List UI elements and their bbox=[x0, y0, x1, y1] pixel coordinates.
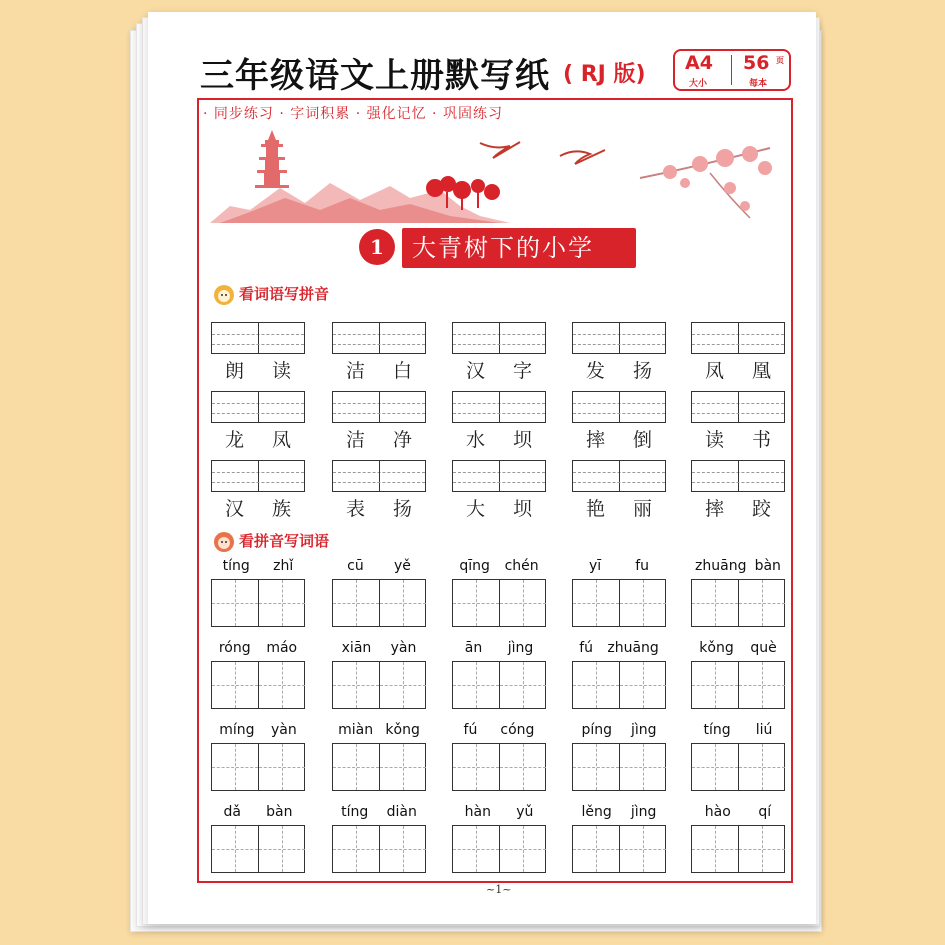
character-writing-grid[interactable] bbox=[332, 661, 426, 709]
word-characters: 艳 丽 bbox=[585, 498, 652, 520]
page-number: ~1~ bbox=[486, 883, 512, 896]
character-writing-grid[interactable] bbox=[691, 579, 785, 627]
dragon-head-icon bbox=[212, 531, 236, 553]
character-writing-grid[interactable] bbox=[332, 579, 426, 627]
character-writing-grid[interactable] bbox=[452, 661, 546, 709]
pinyin-writing-box[interactable] bbox=[211, 322, 305, 354]
pinyin-writing-box[interactable] bbox=[572, 322, 666, 354]
badge-divider bbox=[731, 55, 732, 85]
pinyin-label: qīng chén bbox=[459, 558, 539, 574]
word-characters: 摔 跤 bbox=[704, 498, 771, 520]
lion-head-icon bbox=[212, 284, 236, 306]
word-characters: 表 扬 bbox=[345, 498, 412, 520]
pinyin-writing-box[interactable] bbox=[572, 460, 666, 492]
word-characters: 摔 倒 bbox=[585, 429, 652, 451]
pinyin-label: xiān yàn bbox=[341, 640, 417, 656]
character-writing-grid[interactable] bbox=[211, 661, 305, 709]
pinyin-writing-box[interactable] bbox=[452, 322, 546, 354]
section-header-words-to-pinyin bbox=[212, 283, 329, 306]
paper-size-label: 大小 bbox=[689, 79, 708, 89]
pinyin-label: cū yě bbox=[347, 558, 411, 574]
word-characters: 汉 字 bbox=[465, 360, 532, 382]
character-writing-grid[interactable] bbox=[332, 743, 426, 791]
character-writing-grid[interactable] bbox=[211, 579, 305, 627]
pinyin-label: tíng diàn bbox=[341, 804, 417, 820]
word-characters: 洁 净 bbox=[345, 429, 412, 451]
word-characters: 洁 白 bbox=[345, 360, 412, 382]
page-count-label: 每本 bbox=[749, 79, 768, 89]
character-writing-grid[interactable] bbox=[572, 825, 666, 873]
pagoda-icon bbox=[255, 130, 289, 188]
word-characters: 大 坝 bbox=[465, 498, 532, 520]
word-characters: 发 扬 bbox=[585, 360, 652, 382]
character-writing-grid[interactable] bbox=[211, 825, 305, 873]
pinyin-writing-box[interactable] bbox=[452, 460, 546, 492]
tagline: · 同步练习 · 字词积累 · 强化记忆 · 巩固练习 bbox=[203, 106, 503, 122]
paper-size-value: A4 bbox=[685, 52, 713, 74]
character-writing-grid[interactable] bbox=[572, 661, 666, 709]
pinyin-writing-box[interactable] bbox=[572, 391, 666, 423]
pinyin-label: fú zhuāng bbox=[579, 640, 659, 656]
character-writing-grid[interactable] bbox=[691, 825, 785, 873]
character-writing-grid[interactable] bbox=[691, 661, 785, 709]
word-characters: 汉 族 bbox=[224, 498, 291, 520]
pinyin-writing-box[interactable] bbox=[691, 460, 785, 492]
page-count-unit: 页 bbox=[776, 56, 784, 65]
pinyin-label: dǎ bàn bbox=[223, 804, 293, 820]
pinyin-label: miàn kǒng bbox=[338, 722, 420, 738]
pinyin-label: yī fu bbox=[589, 558, 649, 574]
word-characters: 凤 凰 bbox=[704, 360, 771, 382]
character-writing-grid[interactable] bbox=[691, 743, 785, 791]
character-writing-grid[interactable] bbox=[211, 743, 305, 791]
pinyin-label: róng máo bbox=[218, 640, 298, 656]
pinyin-writing-box[interactable] bbox=[211, 391, 305, 423]
pinyin-writing-box[interactable] bbox=[211, 460, 305, 492]
pinyin-writing-box[interactable] bbox=[691, 391, 785, 423]
pinyin-label: zhuāng bàn bbox=[695, 558, 781, 574]
landscape-illustration bbox=[210, 128, 780, 233]
edition-label: ( RJ 版) bbox=[563, 62, 646, 87]
pinyin-writing-box[interactable] bbox=[332, 322, 426, 354]
character-writing-grid[interactable] bbox=[452, 579, 546, 627]
word-characters: 水 坝 bbox=[465, 429, 532, 451]
spec-badge bbox=[673, 49, 791, 91]
word-characters: 龙 凤 bbox=[224, 429, 291, 451]
pinyin-label: ān jìng bbox=[464, 640, 534, 656]
pinyin-label: píng jìng bbox=[581, 722, 657, 738]
pinyin-label: fú cóng bbox=[463, 722, 535, 738]
pinyin-label: hào qí bbox=[704, 804, 772, 820]
section-title: 看词语写拼音 bbox=[239, 285, 330, 303]
pinyin-writing-box[interactable] bbox=[452, 391, 546, 423]
section-header-pinyin-to-words bbox=[212, 530, 329, 553]
character-writing-grid[interactable] bbox=[572, 743, 666, 791]
character-writing-grid[interactable] bbox=[572, 579, 666, 627]
worksheet-title: 三年级语文上册默写纸 bbox=[200, 56, 550, 96]
crane-bird-icon bbox=[480, 142, 520, 158]
pinyin-writing-box[interactable] bbox=[332, 391, 426, 423]
character-writing-grid[interactable] bbox=[452, 743, 546, 791]
page-count-value: 56 bbox=[743, 52, 770, 74]
lesson-title: 大青树下的小学 bbox=[402, 228, 636, 268]
pinyin-label: tíng liú bbox=[703, 722, 773, 738]
pinyin-writing-box[interactable] bbox=[332, 460, 426, 492]
character-writing-grid[interactable] bbox=[332, 825, 426, 873]
pinyin-label: míng yàn bbox=[219, 722, 297, 738]
pinyin-label: kǒng què bbox=[699, 640, 777, 656]
section-title: 看拼音写词语 bbox=[239, 532, 330, 550]
pinyin-label: lěng jìng bbox=[581, 804, 657, 820]
word-characters: 朗 读 bbox=[224, 360, 291, 382]
word-characters: 读 书 bbox=[704, 429, 771, 451]
lesson-number-badge: 1 bbox=[359, 229, 395, 265]
pinyin-label: hàn yǔ bbox=[464, 804, 534, 820]
pinyin-writing-box[interactable] bbox=[691, 322, 785, 354]
character-writing-grid[interactable] bbox=[452, 825, 546, 873]
crane-bird-icon bbox=[560, 150, 605, 164]
plum-blossom-icon bbox=[640, 146, 772, 218]
pinyin-label: tíng zhǐ bbox=[222, 558, 294, 574]
